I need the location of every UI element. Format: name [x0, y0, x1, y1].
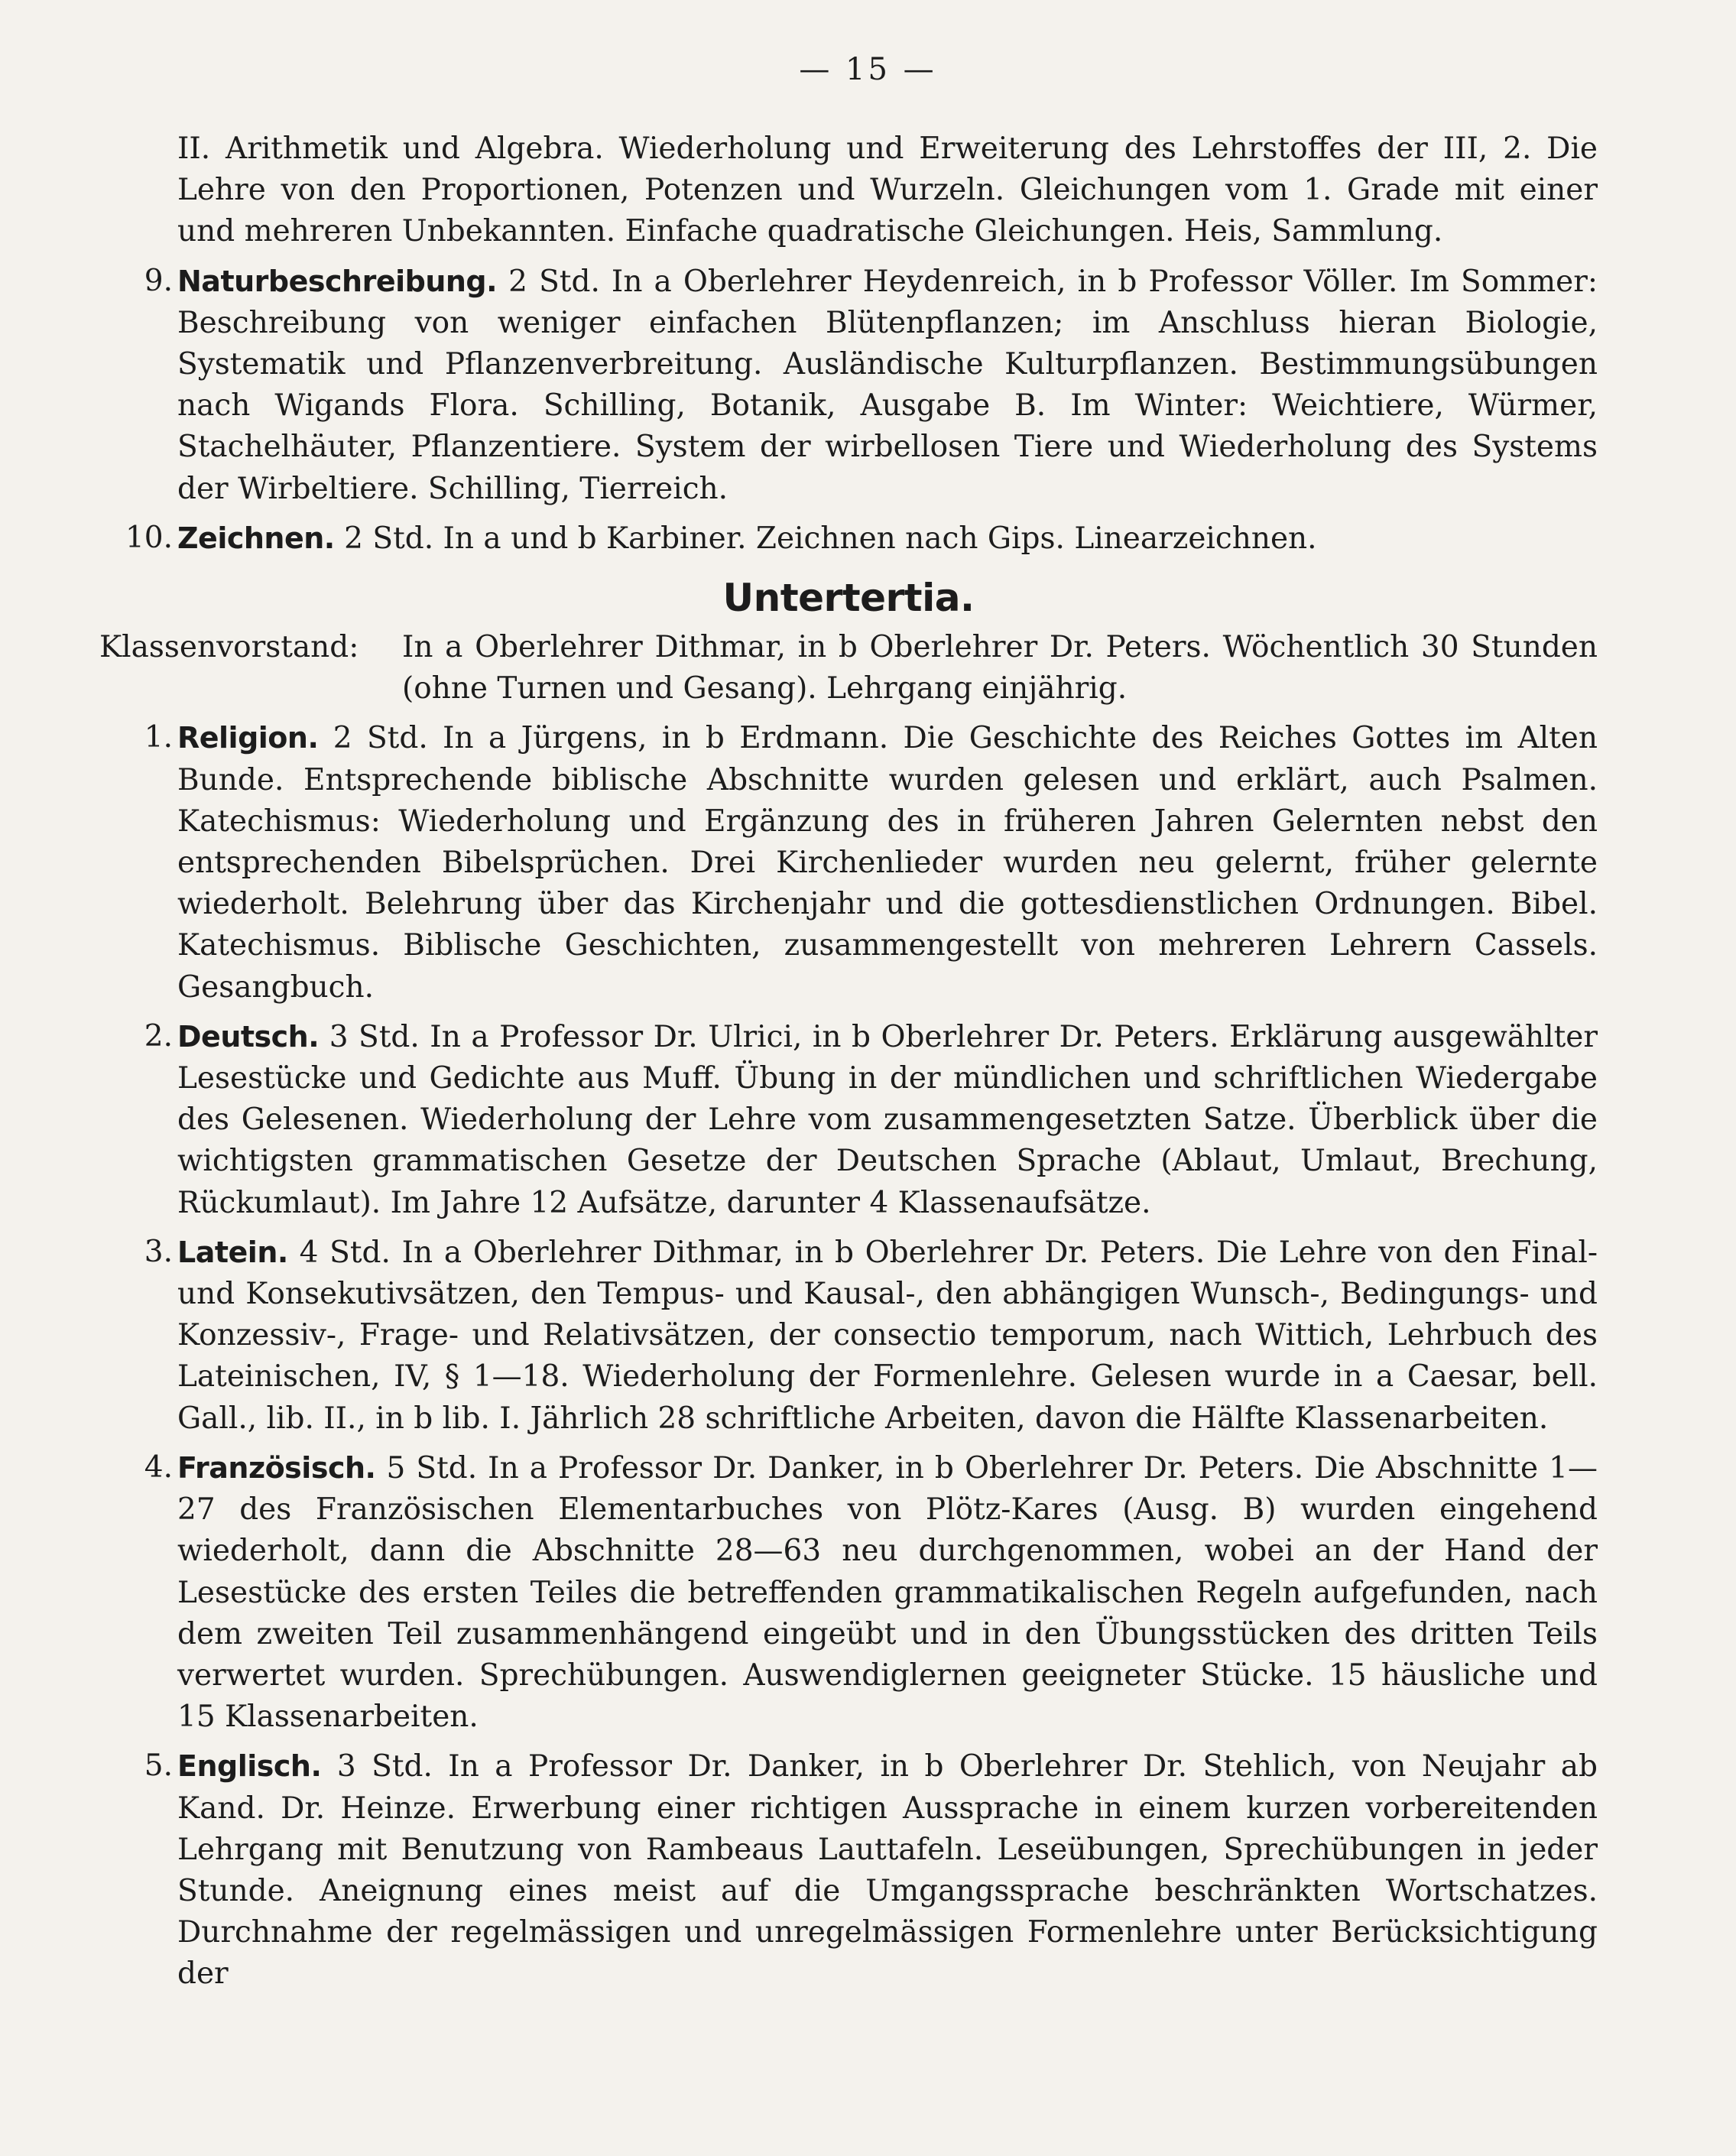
item-title: Deutsch.	[177, 1019, 320, 1054]
item-title: Naturbeschreibung.	[177, 264, 498, 298]
page-content	[99, 128, 1598, 1995]
item-title: Englisch.	[177, 1749, 322, 1784]
section-heading: Untertertia.	[722, 576, 975, 621]
item-text: 5 Std. In a Professor Dr. Danker, in b Oberlehrer Dr. Peters. Die Abschnitte 1—27 des Französischen Elementarbuches von Plötz-Kares (Ausg. B) wurden eingehend wiederholt, dann die Abschnitte 28—63 neu durchgenommen, wobei an der Hand der Lesestücke des ersten Teiles die betreffenden grammatikalischen Regeln aufgefunden, nach dem zweiten Teil zusammenhängend eingeübt und in den Übungsstücken des dritten Teils verwertet wurden. Sprechübungen. Auswendiglernen geeigneter Stücke. 15 häusliche und 15 Klassenarbeiten.	[177, 1450, 1598, 1735]
item-number: 3.	[144, 1234, 173, 1269]
item-deutsch	[99, 1016, 1598, 1224]
item-number: 4.	[144, 1450, 173, 1485]
item-latein	[99, 1232, 1598, 1440]
klassenvorstand-label: Klassenvorstand:	[99, 630, 359, 665]
klassenvorstand-text: In a Oberlehrer Dithmar, in b Oberlehrer Dr. Peters. Wöchentlich 30 Stunden (ohne Turnen und Gesang). Lehrgang einjährig.	[402, 630, 1598, 706]
item-title: Zeichnen.	[177, 521, 335, 555]
item-text: 4 Std. In a Oberlehrer Dithmar, in b Oberlehrer Dr. Peters. Die Lehre von den Final- und Konsekutivsätzen, den Tempus- und Kausal-, den abhängigen Wunsch-, Bedingungs- und Konzessiv-, Frage- und Relativsätzen, der consectio temporum, nach Wittich, Lehrbuch des Lateinischen, IV, § 1—18. Wiederholung der Formenlehre. Gelesen wurde in a Caesar, bell. Gall., lib. II., in b lib. I. Jährlich 28 schriftliche Arbeiten, davon die Hälfte Klassenarbeiten.	[177, 1235, 1598, 1436]
item-englisch	[99, 1745, 1598, 1995]
item-number: 5.	[144, 1749, 173, 1784]
item-naturbeschreibung	[99, 261, 1598, 510]
item-text: 2 Std. In a Oberlehrer Heydenreich, in b Professor Völler. Im Sommer: Beschreibung von weniger einfachen Blütenpflanzen; im Anschluss hieran Biologie, Systematik und Pflanzenverbreitung. Ausländische Kulturpflanzen. Bestimmungsübungen nach Wigands Flora. Schilling, Botanik, Ausgabe B. Im Winter: Weichtiere, Würmer, Stachelhäuter, Pflanzentiere. System der wirbellosen Tiere und Wiederholung des Systems der Wirbeltiere. Schilling, Tierreich.	[177, 264, 1598, 506]
item-zeichnen	[99, 518, 1598, 560]
item-number: 10.	[125, 520, 173, 555]
item-religion	[99, 717, 1598, 1008]
arithmetic-paragraph: II. Arithmetik und Algebra. Wiederholung und Erweiterung des Lehrstoffes der III, 2. Die Lehre von den Proportionen, Potenzen und Wurzeln. Gleichungen vom 1. Grade mit einer und mehreren Unbekannten. Einfache quadratische Gleichungen. Heis, Sammlung.	[177, 132, 1598, 249]
item-title: Religion.	[177, 721, 319, 755]
item-number: 9.	[144, 263, 173, 298]
item-number: 1.	[144, 720, 173, 755]
item-text: 2 Std. In a Jürgens, in b Erdmann. Die Geschichte des Reiches Gottes im Alten Bunde. Entsprechende biblische Abschnitte wurden gelesen und erklärt, auch Psalmen. Katechismus: Wiederholung und Ergänzung des in früheren Jahren Gelernten nebst den entsprechenden Bibelsprüchen. Drei Kirchenlieder wurden neu gelernt, früher gelernte wiederholt. Belehrung über das Kirchenjahr und die gottesdienstlichen Ordnungen. Bibel. Katechismus. Biblische Geschichten, zusammengestellt von mehreren Lehrern Cassels. Gesangbuch.	[177, 721, 1598, 1005]
item-text: 3 Std. In a Professor Dr. Danker, in b Oberlehrer Dr. Stehlich, von Neujahr ab Kand. Dr. Heinze. Erwerbung einer richtigen Aussprache in einem kurzen vorbereitenden Lehrgang mit Benutzung von Rambeaus Lauttafeln. Leseübungen, Sprechübungen in jeder Stunde. Aneignung eines meist auf die Umgangssprache beschränkten Wortschatzes. Durchnahme der regelmässigen und unregelmässigen Formenlehre unter Berücksichtigung der	[177, 1749, 1598, 1992]
item-title: Latein.	[177, 1235, 288, 1269]
item-text: 3 Std. In a Professor Dr. Ulrici, in b Oberlehrer Dr. Peters. Erklärung ausgewählter Lesestücke und Gedichte aus Muff. Übung in der mündlichen und schriftlichen Wiedergabe des Gelesenen. Wiederholung der Lehre vom zusammengesetzten Satze. Überblick über die wichtigsten grammatischen Gesetze der Deutschen Sprache (Ablaut, Umlaut, Brechung, Rückumlaut). Im Jahre 12 Aufsätze, darunter 4 Klassenaufsätze.	[177, 1019, 1598, 1220]
page-number: — 15 —	[799, 52, 937, 87]
item-text: 2 Std. In a und b Karbiner. Zeichnen nach Gips. Linearzeichnen.	[344, 521, 1317, 556]
item-franzoesisch	[99, 1447, 1598, 1738]
item-title: Französisch.	[177, 1450, 376, 1485]
item-number: 2.	[144, 1018, 173, 1054]
klassenvorstand	[99, 627, 1598, 709]
